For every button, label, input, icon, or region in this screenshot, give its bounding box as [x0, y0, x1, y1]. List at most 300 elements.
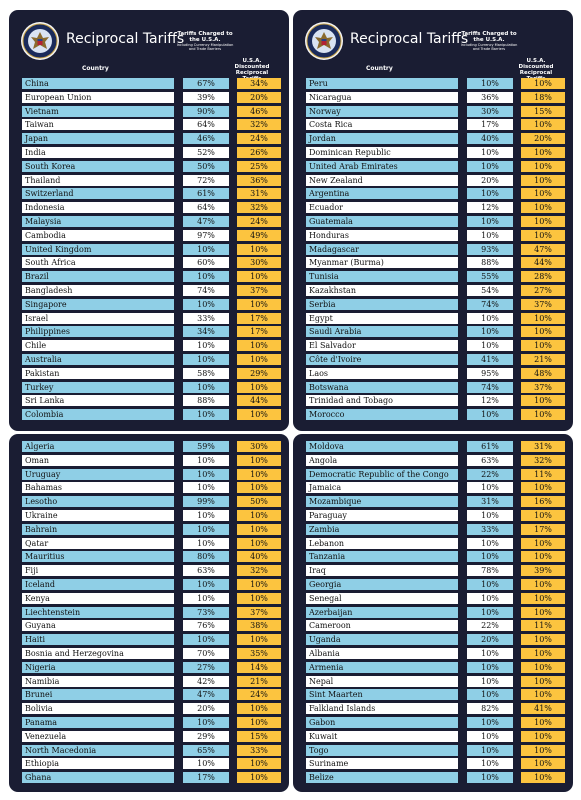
discounted-tariff-cell: 26%: [237, 147, 281, 158]
charged-tariff-cell: 80%: [183, 551, 229, 562]
charged-tariff-cell: 10%: [467, 717, 513, 728]
charged-header: [174, 31, 236, 51]
country-cell: Armenia: [306, 662, 458, 673]
discounted-tariff-cell: 47%: [521, 244, 565, 255]
discounted-tariff-cell: 10%: [521, 216, 565, 227]
charged-tariff-cell: 20%: [183, 703, 229, 714]
discounted-tariff-cell: 49%: [237, 230, 281, 241]
discounted-tariff-cell: 10%: [237, 455, 281, 466]
discounted-tariff-cell: 10%: [237, 244, 281, 255]
charged-tariff-cell: 10%: [467, 538, 513, 549]
country-cell: Israel: [22, 313, 174, 324]
charged-tariff-cell: 61%: [183, 188, 229, 199]
charged-tariff-cell: 52%: [183, 147, 229, 158]
charged-tariff-cell: 65%: [183, 745, 229, 756]
country-cell: Brazil: [22, 271, 174, 282]
charged-tariff-cell: 29%: [183, 731, 229, 742]
table-row: [9, 441, 289, 452]
discounted-tariff-cell: 10%: [237, 354, 281, 365]
charged-tariff-cell: 10%: [183, 579, 229, 590]
discounted-tariff-cell: 44%: [237, 395, 281, 406]
table-row: [9, 133, 289, 144]
discounted-tariff-cell: 21%: [237, 676, 281, 687]
charged-tariff-cell: 10%: [183, 717, 229, 728]
table-row: [293, 731, 573, 742]
discounted-tariff-cell: 39%: [521, 565, 565, 576]
country-cell: Mauritius: [22, 551, 174, 562]
country-cell: Nicaragua: [306, 92, 458, 103]
discounted-tariff-cell: 10%: [521, 188, 565, 199]
discounted-tariff-cell: 10%: [237, 469, 281, 480]
country-cell: Iraq: [306, 565, 458, 576]
country-cell: United Kingdom: [22, 244, 174, 255]
discounted-tariff-cell: 15%: [521, 106, 565, 117]
country-cell: Uganda: [306, 634, 458, 645]
table-row: [293, 758, 573, 769]
charged-tariff-cell: 10%: [467, 188, 513, 199]
table-row: [9, 731, 289, 742]
charged-tariff-cell: 10%: [467, 409, 513, 420]
country-cell: Turkey: [22, 382, 174, 393]
discounted-tariff-cell: 10%: [521, 230, 565, 241]
country-cell: Gabon: [306, 717, 458, 728]
country-cell: Guatemala: [306, 216, 458, 227]
table-row: [293, 648, 573, 659]
country-cell: Brunei: [22, 689, 174, 700]
discounted-tariff-cell: 46%: [237, 106, 281, 117]
country-cell: China: [22, 78, 174, 89]
table-row: [9, 395, 289, 406]
discounted-tariff-cell: 21%: [521, 354, 565, 365]
table-row: [293, 538, 573, 549]
country-cell: Haiti: [22, 634, 174, 645]
table-row: [293, 455, 573, 466]
table-row: [9, 772, 289, 783]
country-cell: India: [22, 147, 174, 158]
country-cell: Kuwait: [306, 731, 458, 742]
charged-tariff-cell: 47%: [183, 216, 229, 227]
table-row: [293, 106, 573, 117]
charged-tariff-cell: 41%: [467, 354, 513, 365]
discounted-tariff-cell: 10%: [237, 758, 281, 769]
discounted-tariff-cell: 10%: [237, 340, 281, 351]
country-cell: Namibia: [22, 676, 174, 687]
discounted-tariff-cell: 10%: [521, 731, 565, 742]
discounted-tariff-cell: 10%: [521, 579, 565, 590]
discounted-tariff-cell: 16%: [521, 496, 565, 507]
table-row: [293, 634, 573, 645]
country-cell: Côte d'Ivoire: [306, 354, 458, 365]
discounted-tariff-cell: 10%: [237, 703, 281, 714]
table-row: [293, 565, 573, 576]
discounted-tariff-cell: 33%: [237, 745, 281, 756]
country-cell: Suriname: [306, 758, 458, 769]
country-cell: Sri Lanka: [22, 395, 174, 406]
charged-tariff-cell: 33%: [467, 524, 513, 535]
country-cell: Iceland: [22, 579, 174, 590]
charged-tariff-cell: 47%: [183, 689, 229, 700]
charged-tariff-cell: 63%: [467, 455, 513, 466]
charged-tariff-cell: 36%: [467, 92, 513, 103]
country-cell: Georgia: [306, 579, 458, 590]
table-row: [9, 78, 289, 89]
table-row: [293, 496, 573, 507]
country-cell: Bolivia: [22, 703, 174, 714]
discounted-tariff-cell: 25%: [237, 161, 281, 172]
charged-tariff-cell: 88%: [467, 257, 513, 268]
country-cell: Fiji: [22, 565, 174, 576]
table-row: [9, 244, 289, 255]
country-cell: Bangladesh: [22, 285, 174, 296]
charged-tariff-cell: 93%: [467, 244, 513, 255]
country-cell: Singapore: [22, 299, 174, 310]
table-row: [293, 340, 573, 351]
table-row: [293, 510, 573, 521]
discounted-tariff-cell: 10%: [237, 524, 281, 535]
panel-header: [9, 10, 289, 76]
charged-tariff-cell: 10%: [467, 758, 513, 769]
charged-tariff-cell: 22%: [467, 469, 513, 480]
discounted-tariff-cell: 10%: [521, 119, 565, 130]
discounted-tariff-cell: 10%: [237, 717, 281, 728]
country-cell: Cameroon: [306, 620, 458, 631]
charged-tariff-cell: 10%: [467, 510, 513, 521]
table-row: [293, 689, 573, 700]
table-row: [293, 202, 573, 213]
table-row: [9, 482, 289, 493]
discounted-tariff-cell: 10%: [521, 772, 565, 783]
table-row: [293, 469, 573, 480]
charged-tariff-cell: 10%: [183, 271, 229, 282]
table-row: [293, 662, 573, 673]
table-row: [9, 340, 289, 351]
charged-tariff-cell: 82%: [467, 703, 513, 714]
discounted-tariff-cell: 10%: [237, 538, 281, 549]
charged-tariff-cell: 10%: [467, 551, 513, 562]
discounted-tariff-cell: 10%: [237, 299, 281, 310]
discounted-tariff-cell: 10%: [237, 271, 281, 282]
charged-tariff-cell: 59%: [183, 441, 229, 452]
charged-tariff-cell: 88%: [183, 395, 229, 406]
table-row: [293, 703, 573, 714]
discounted-tariff-cell: 10%: [521, 147, 565, 158]
country-cell: Taiwan: [22, 119, 174, 130]
discounted-tariff-cell: 10%: [521, 202, 565, 213]
discounted-tariff-cell: 10%: [521, 607, 565, 618]
table-row: [9, 409, 289, 420]
table-row: [293, 482, 573, 493]
table-row: [9, 313, 289, 324]
table-row: [9, 382, 289, 393]
discounted-tariff-cell: 50%: [237, 496, 281, 507]
table-row: [293, 620, 573, 631]
charged-tariff-cell: 10%: [183, 340, 229, 351]
country-cell: El Salvador: [306, 340, 458, 351]
discounted-tariff-cell: 20%: [237, 92, 281, 103]
country-cell: Qatar: [22, 538, 174, 549]
charged-tariff-cell: 10%: [467, 147, 513, 158]
country-cell: Falkland Islands: [306, 703, 458, 714]
discounted-tariff-cell: 35%: [237, 648, 281, 659]
discounted-tariff-cell: 10%: [521, 745, 565, 756]
country-cell: Myanmar (Burma): [306, 257, 458, 268]
discounted-tariff-cell: 37%: [521, 299, 565, 310]
country-cell: Honduras: [306, 230, 458, 241]
table-row: [9, 92, 289, 103]
table-row: [9, 147, 289, 158]
country-cell: Botswana: [306, 382, 458, 393]
charged-tariff-cell: 60%: [183, 257, 229, 268]
discounted-tariff-cell: 10%: [521, 662, 565, 673]
country-cell: Liechtenstein: [22, 607, 174, 618]
table-row: [9, 271, 289, 282]
discounted-tariff-cell: 37%: [237, 607, 281, 618]
discounted-tariff-cell: 32%: [521, 455, 565, 466]
table-row: [9, 469, 289, 480]
table-row: [293, 313, 573, 324]
discounted-tariff-cell: 10%: [521, 313, 565, 324]
charged-tariff-cell: 64%: [183, 119, 229, 130]
table-row: [9, 745, 289, 756]
table-row: [293, 409, 573, 420]
charged-tariff-cell: 10%: [467, 593, 513, 604]
charged-tariff-cell: 55%: [467, 271, 513, 282]
table-row: [9, 188, 289, 199]
charged-header-sub: Including Currency Manipulation and Trade Barriers: [176, 43, 234, 51]
country-cell: Malaysia: [22, 216, 174, 227]
table-row: [9, 202, 289, 213]
table-row: [293, 441, 573, 452]
discounted-tariff-cell: 10%: [521, 395, 565, 406]
charged-tariff-cell: 10%: [467, 648, 513, 659]
country-cell: Moldova: [306, 441, 458, 452]
table-row: [9, 662, 289, 673]
presidential-seal-icon: [304, 21, 344, 61]
table-row: [9, 161, 289, 172]
country-cell: Sint Maarten: [306, 689, 458, 700]
discounted-tariff-cell: 30%: [237, 441, 281, 452]
charged-tariff-cell: 10%: [467, 689, 513, 700]
country-cell: Mozambique: [306, 496, 458, 507]
table-row: [9, 230, 289, 241]
discounted-tariff-cell: 20%: [521, 133, 565, 144]
discounted-tariff-cell: 31%: [237, 188, 281, 199]
charged-tariff-cell: 10%: [183, 299, 229, 310]
table-row: [293, 551, 573, 562]
table-row: [9, 676, 289, 687]
tariff-panel-4: [293, 434, 573, 792]
table-row: [293, 244, 573, 255]
country-cell: Ecuador: [306, 202, 458, 213]
discounted-tariff-cell: 17%: [521, 524, 565, 535]
charged-tariff-cell: 17%: [467, 119, 513, 130]
charged-tariff-cell: 54%: [467, 285, 513, 296]
charged-tariff-cell: 74%: [467, 299, 513, 310]
table-row: [293, 188, 573, 199]
charged-tariff-cell: 58%: [183, 368, 229, 379]
table-row: [293, 607, 573, 618]
country-cell: Ukraine: [22, 510, 174, 521]
charged-tariff-cell: 10%: [467, 78, 513, 89]
country-cell: Vietnam: [22, 106, 174, 117]
discounted-tariff-cell: 10%: [521, 326, 565, 337]
table-row: [293, 524, 573, 535]
table-row: [9, 524, 289, 535]
table-row: [293, 78, 573, 89]
charged-header-sub: Including Currency Manipulation and Trade Barriers: [460, 43, 518, 51]
table-row: [293, 257, 573, 268]
charged-tariff-cell: 31%: [467, 496, 513, 507]
country-header: Country: [366, 65, 393, 72]
country-cell: Belize: [306, 772, 458, 783]
table-row: [293, 216, 573, 227]
country-cell: Angola: [306, 455, 458, 466]
country-cell: Peru: [306, 78, 458, 89]
country-header: Country: [82, 65, 109, 72]
discounted-tariff-cell: 10%: [237, 409, 281, 420]
charged-tariff-cell: 30%: [467, 106, 513, 117]
discounted-tariff-cell: 10%: [521, 593, 565, 604]
country-cell: Ethiopia: [22, 758, 174, 769]
charged-tariff-cell: 10%: [183, 758, 229, 769]
charged-tariff-cell: 90%: [183, 106, 229, 117]
discounted-tariff-cell: 10%: [521, 634, 565, 645]
table-row: [9, 607, 289, 618]
charged-header: [458, 31, 520, 51]
table-row: [9, 119, 289, 130]
charged-tariff-cell: 61%: [467, 441, 513, 452]
charged-tariff-cell: 22%: [467, 620, 513, 631]
table-row: [9, 620, 289, 631]
country-cell: Norway: [306, 106, 458, 117]
discounted-tariff-cell: 10%: [521, 175, 565, 186]
charged-tariff-cell: 10%: [183, 524, 229, 535]
table-row: [9, 285, 289, 296]
discounted-tariff-cell: 30%: [237, 257, 281, 268]
charged-tariff-cell: 10%: [183, 538, 229, 549]
country-cell: Thailand: [22, 175, 174, 186]
country-cell: Guyana: [22, 620, 174, 631]
country-cell: Laos: [306, 368, 458, 379]
table-row: [9, 634, 289, 645]
discounted-tariff-cell: 10%: [521, 482, 565, 493]
table-row: [9, 216, 289, 227]
charged-tariff-cell: 10%: [183, 455, 229, 466]
charged-tariff-cell: 20%: [467, 175, 513, 186]
country-cell: Cambodia: [22, 230, 174, 241]
country-cell: Dominican Republic: [306, 147, 458, 158]
discounted-tariff-cell: 10%: [521, 161, 565, 172]
country-cell: Switzerland: [22, 188, 174, 199]
country-cell: Uruguay: [22, 469, 174, 480]
country-cell: Japan: [22, 133, 174, 144]
discounted-tariff-cell: 10%: [521, 78, 565, 89]
table-row: [9, 579, 289, 590]
panel-title: Reciprocal Tariffs: [66, 31, 185, 47]
charged-tariff-cell: 10%: [467, 313, 513, 324]
country-cell: South Africa: [22, 257, 174, 268]
discounted-tariff-cell: 28%: [521, 271, 565, 282]
charged-tariff-cell: 34%: [183, 326, 229, 337]
charged-tariff-cell: 10%: [467, 772, 513, 783]
table-row: [293, 676, 573, 687]
table-row: [9, 299, 289, 310]
country-cell: Jordan: [306, 133, 458, 144]
charged-tariff-cell: 10%: [467, 607, 513, 618]
charged-tariff-cell: 10%: [467, 161, 513, 172]
table-row: [9, 326, 289, 337]
country-cell: Kenya: [22, 593, 174, 604]
country-cell: Tunisia: [306, 271, 458, 282]
discounted-tariff-cell: 10%: [237, 382, 281, 393]
discounted-tariff-cell: 32%: [237, 565, 281, 576]
discounted-tariff-cell: 40%: [237, 551, 281, 562]
discounted-tariff-cell: 17%: [237, 313, 281, 324]
country-cell: Saudi Arabia: [306, 326, 458, 337]
charged-tariff-cell: 10%: [467, 579, 513, 590]
table-row: [9, 538, 289, 549]
charged-tariff-cell: 64%: [183, 202, 229, 213]
table-row: [293, 717, 573, 728]
country-cell: Madagascar: [306, 244, 458, 255]
country-cell: Morocco: [306, 409, 458, 420]
country-cell: Togo: [306, 745, 458, 756]
country-cell: Ghana: [22, 772, 174, 783]
table-row: [293, 285, 573, 296]
charged-tariff-cell: 10%: [467, 216, 513, 227]
charged-tariff-cell: 74%: [467, 382, 513, 393]
table-row: [9, 593, 289, 604]
country-cell: Paraguay: [306, 510, 458, 521]
discounted-tariff-cell: 10%: [237, 634, 281, 645]
table-row: [293, 133, 573, 144]
charged-tariff-cell: 99%: [183, 496, 229, 507]
discounted-tariff-cell: 11%: [521, 620, 565, 631]
country-cell: Azerbaijan: [306, 607, 458, 618]
country-cell: Albania: [306, 648, 458, 659]
charged-tariff-cell: 10%: [183, 244, 229, 255]
discounted-tariff-cell: 10%: [237, 772, 281, 783]
table-row: [9, 496, 289, 507]
country-cell: Jamaica: [306, 482, 458, 493]
discounted-tariff-cell: 10%: [521, 758, 565, 769]
table-row: [293, 175, 573, 186]
charged-tariff-cell: 39%: [183, 92, 229, 103]
charged-tariff-cell: 97%: [183, 230, 229, 241]
charged-tariff-cell: 74%: [183, 285, 229, 296]
tariff-panel-2: [293, 10, 573, 431]
country-cell: European Union: [22, 92, 174, 103]
country-cell: Bahrain: [22, 524, 174, 535]
table-row: [9, 758, 289, 769]
country-cell: Bahamas: [22, 482, 174, 493]
discounted-tariff-cell: 10%: [521, 409, 565, 420]
table-row: [9, 648, 289, 659]
discounted-tariff-cell: 37%: [521, 382, 565, 393]
country-cell: Kazakhstan: [306, 285, 458, 296]
charged-tariff-cell: 67%: [183, 78, 229, 89]
country-cell: Nepal: [306, 676, 458, 687]
charged-tariff-cell: 10%: [467, 676, 513, 687]
country-cell: Tanzania: [306, 551, 458, 562]
charged-tariff-cell: 33%: [183, 313, 229, 324]
table-row: [293, 119, 573, 130]
table-row: [293, 593, 573, 604]
charged-tariff-cell: 10%: [467, 340, 513, 351]
discounted-tariff-cell: 10%: [237, 579, 281, 590]
country-cell: Nigeria: [22, 662, 174, 673]
table-row: [9, 551, 289, 562]
